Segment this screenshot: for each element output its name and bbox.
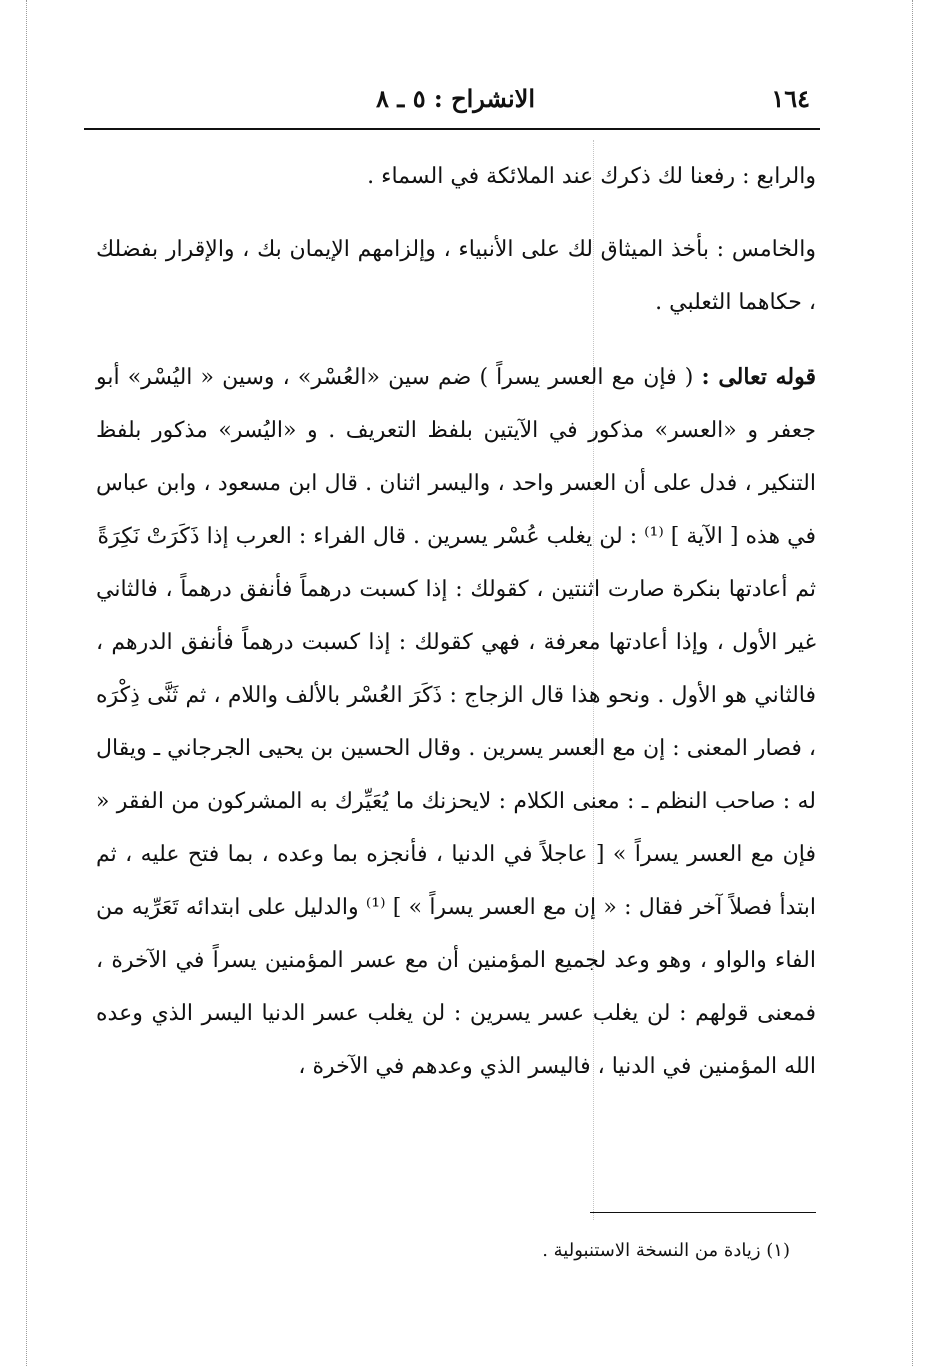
running-title: الانشراح : ٥ ـ ٨ (376, 84, 535, 113)
paragraph-commentary: ثم أعادتها بنكرة صارت اثنتين ، كقولك : إذا كسبت درهماً فأنفق درهماً ، فالثاني غير الأول ، وإذا أعادتها معرفة ، فهي كقولك : إذا كسبت درهماً فأنفق الدرهم ، فالثاني هو الأول . ونحو هذا قال الزجاج : ذَكَرَ العُسْر بالألف واللام ، ثم ثَنَّى ذِكْرَه ، فصار المعنى : إن مع العسر يسرين . وقال الحسين بن يحيى الجرجاني ـ ويقال له : صاحب النظم ـ : معنى الكلام : لايحزنك ما يُعَيِّرك به المشركون من الفقر « فإن مع العسر يسراً » [ عاجلاً في الدنيا ، فأنجزه بما وعده ، بما فتح عليه ، ثم ابتدأ فصلاً آخر فقال : « إن مع العسر يسراً » ] ⁽¹⁾ والدليل على ابتدائه تَعَرِّيه من الفاء والواو ، وهو وعد لجميع المؤمنين أن مع عسر المؤمنين يسراً في الآخرة ، فمعنى قولهم : لن يغلب عسر يسرين : لن يغلب عسر الدنيا اليسر الذي وعده الله المؤمنين في الدنيا ، فاليسر الذي وعدهم في الآخرة ، (96, 577, 816, 1079)
main-text (96, 150, 816, 1093)
paragraph-fourth: والرابع : رفعنا لك ذكرك عند الملائكة في السماء . (367, 164, 816, 189)
verse-commentary: ( فإن مع العسر يسراً ) ضم سين «العُسْر» ، وسين « اليُسْر» أبو جعفر و «العسر» مذكور في الآيتين بلفظ التعريف . و «اليُسر» مذكور بلفظ التنكير ، فدل على أن العسر واحد ، واليسر اثنان . قال ابن مسعود ، وابن عباس في هذه [ الآية ] ⁽¹⁾ : لن يغلب عُسْر يسرين . قال الفراء : العرب إذا ذَكَرَتْ نَكِرَةً (96, 365, 816, 549)
right-scan-edge (912, 0, 913, 1366)
paragraph-fifth: والخامس : بأخذ الميثاق لك على الأنبياء ، وإلزامهم الإيمان بك ، والإقرار بفضلك ، حكاهما الثعلبي . (96, 237, 816, 315)
page-header (84, 80, 820, 126)
quran-passage (96, 351, 816, 563)
left-scan-edge (26, 0, 27, 1366)
page-number: ١٦٤ (771, 84, 810, 113)
verse-lead: قوله تعالى : (701, 364, 816, 390)
footnote-rule (590, 1212, 816, 1213)
header-rule (84, 128, 820, 130)
footnote: (١) زيادة من النسخة الاستنبولية . (542, 1240, 790, 1261)
